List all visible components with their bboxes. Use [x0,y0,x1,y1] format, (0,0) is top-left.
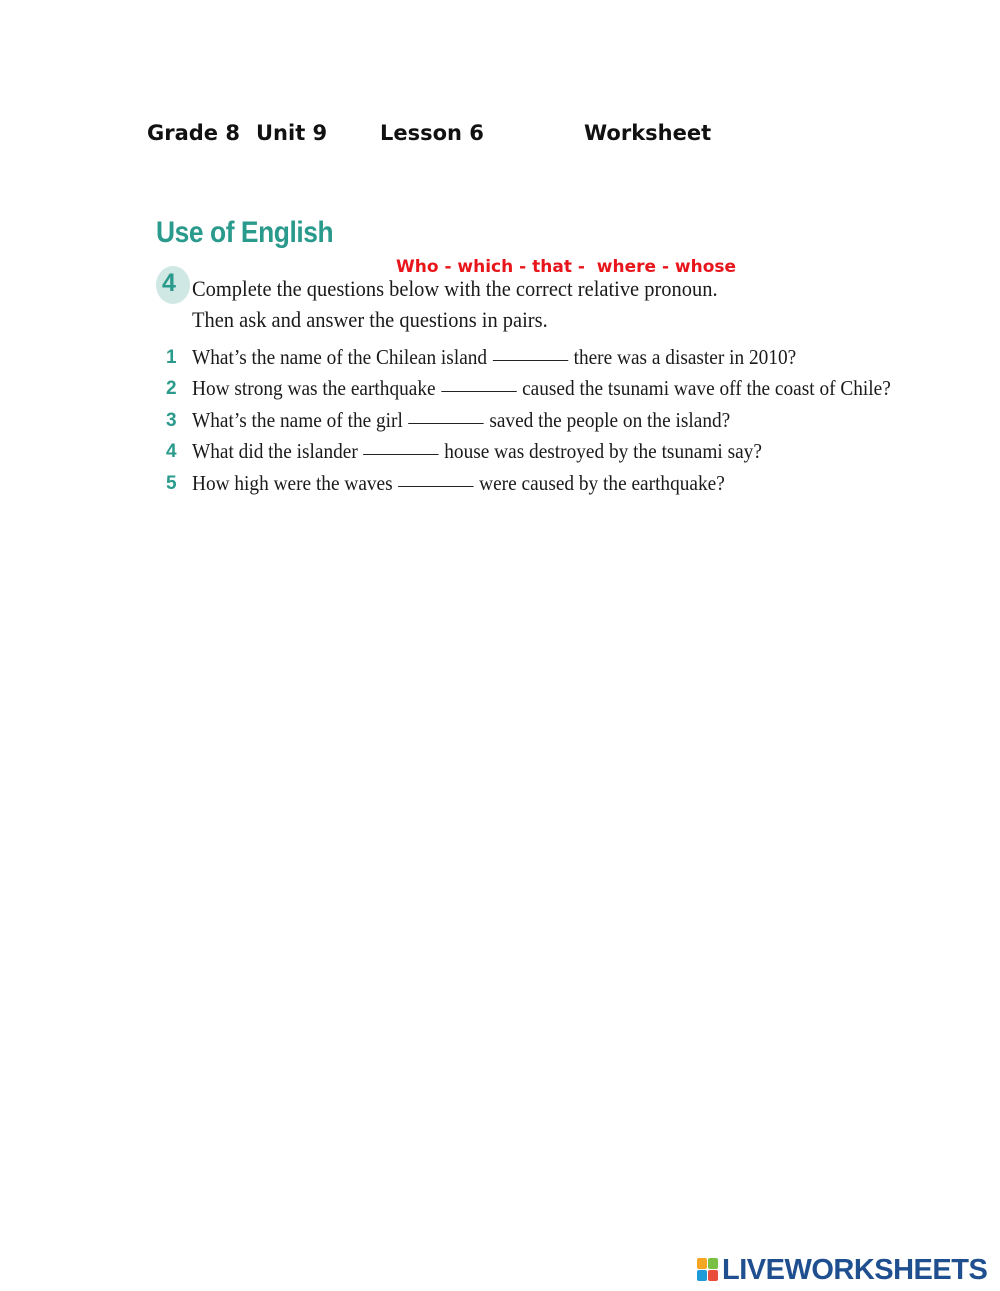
pronoun-word-bank: Who - which - that - where - whose [396,257,737,277]
question-text-before: What’s the name of the girl [192,408,403,432]
logo-square [708,1258,718,1269]
header-worksheet: Worksheet [584,121,712,145]
answer-blank[interactable] [398,485,473,487]
question-text-before: What did the islander [192,439,358,463]
question-text-before: How high were the waves [192,471,393,495]
question-text-after: there was a disaster in 2010? [573,345,797,369]
question-number: 2 [166,378,177,399]
logo-grid-icon [697,1258,719,1282]
exercise-number: 4 [162,269,176,297]
question-text-after: house was destroyed by the tsunami say? [444,439,762,463]
logo-text: LIVEWORKSHEETS [722,1253,988,1286]
instruction-line-2: Then ask and answer the questions in pairs. [192,307,548,332]
question-text-before: What’s the name of the Chilean island [192,345,488,369]
question-text [192,345,796,370]
header-lesson: Lesson 6 [380,121,484,145]
instruction-line-1: Complete the questions below with the correct relative pronoun. [192,276,718,301]
question-text-after: were caused by the earthquake? [479,471,725,495]
question-text-after: saved the people on the island? [489,408,731,432]
question-text [192,376,891,401]
logo-square [697,1258,707,1269]
question-number: 4 [166,441,177,462]
question-number: 5 [166,473,177,494]
question-text [192,408,730,433]
question-number: 1 [166,347,177,368]
answer-blank[interactable] [363,453,438,455]
question-number: 3 [166,410,177,431]
exercise-number-badge [156,266,190,304]
answer-blank[interactable] [408,422,483,424]
answer-blank[interactable] [441,390,516,392]
question-text-after: caused the tsunami wave off the coast of Chile? [522,376,891,400]
logo-square [697,1270,707,1281]
section-title: Use of English [156,216,334,249]
logo-square [708,1270,718,1281]
answer-blank[interactable] [493,359,568,361]
header-grade: Grade 8 [147,121,240,145]
question-text [192,439,762,464]
header-unit: Unit 9 [256,121,328,145]
question-text-before: How strong was the earthquake [192,376,436,400]
question-text [192,471,725,496]
liveworksheets-logo[interactable] [697,1253,988,1286]
